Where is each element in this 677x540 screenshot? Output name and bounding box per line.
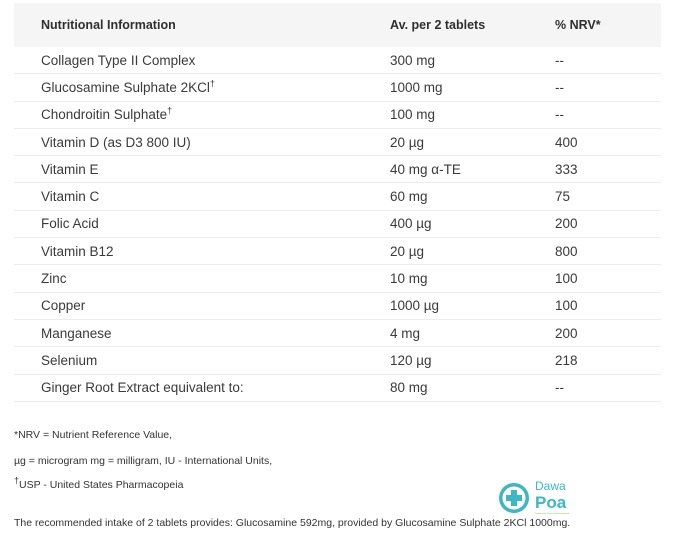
header-nrv: % NRV* bbox=[555, 18, 601, 32]
table-row bbox=[14, 347, 661, 374]
nutrient-amount: 80 mg bbox=[390, 380, 428, 396]
header-amount: Av. per 2 tablets bbox=[390, 18, 486, 32]
nutrient-nrv: 333 bbox=[555, 161, 578, 177]
table-row bbox=[14, 129, 661, 156]
nutrient-nrv: 200 bbox=[555, 216, 578, 232]
nutrient-nrv: 400 bbox=[555, 134, 578, 150]
nutrient-nrv: 100 bbox=[555, 298, 578, 314]
nutrient-amount: 20 µg bbox=[390, 243, 425, 259]
nutrition-table bbox=[14, 3, 661, 402]
nutrient-amount: 1000 µg bbox=[390, 298, 440, 314]
table-row bbox=[14, 238, 661, 265]
nutrient-name: Selenium bbox=[41, 352, 98, 368]
nutrient-name: Zinc bbox=[41, 271, 67, 287]
table-row bbox=[14, 320, 661, 347]
note-units: µg = microgram mg = milligram, IU - International Units, bbox=[14, 455, 273, 467]
logo-tagline: Powered by Dawa Pharmaceuticals bbox=[535, 513, 570, 515]
table-header bbox=[14, 3, 661, 47]
table-row bbox=[14, 375, 661, 402]
nutrient-name: Vitamin B12 bbox=[41, 243, 114, 259]
nutrient-name: Vitamin D (as D3 800 IU) bbox=[41, 134, 191, 150]
table-row bbox=[14, 265, 661, 292]
note-intake: The recommended intake of 2 tablets provides: Glucosamine 592mg, provided by Glucosamine Sulphate 2KCl 1000mg. bbox=[14, 517, 571, 529]
header-nutrient: Nutritional Information bbox=[41, 18, 176, 32]
nutrient-nrv: 100 bbox=[555, 271, 578, 287]
usp-dagger: † bbox=[14, 475, 20, 486]
table-row bbox=[14, 293, 661, 320]
nutrient-name: Collagen Type II Complex bbox=[41, 52, 196, 68]
nutrient-nrv: 200 bbox=[555, 325, 578, 341]
logo-word2: Poa bbox=[535, 493, 567, 512]
table-row bbox=[14, 156, 661, 183]
dawapoa-logo bbox=[497, 476, 587, 516]
nutrient-amount: 120 µg bbox=[390, 352, 432, 368]
nutrient-nrv: -- bbox=[555, 107, 564, 123]
nutrient-amount: 400 µg bbox=[390, 216, 432, 232]
usp-text: USP - United States Pharmacopeia bbox=[19, 479, 184, 491]
nutrient-name: Copper bbox=[41, 298, 86, 314]
nutrient-name: Glucosamine Sulphate 2KCl† bbox=[41, 78, 215, 95]
table-row bbox=[14, 74, 661, 101]
nutrient-name: Vitamin C bbox=[41, 189, 100, 205]
table-body bbox=[14, 47, 661, 402]
table-row bbox=[14, 183, 661, 210]
dagger-mark: † bbox=[209, 78, 215, 89]
nutrient-amount: 20 µg bbox=[390, 134, 425, 150]
nutrient-amount: 40 mg α-TE bbox=[390, 161, 461, 177]
dagger-mark: † bbox=[167, 105, 173, 116]
nutrient-amount: 300 mg bbox=[390, 52, 436, 68]
nutrient-nrv: -- bbox=[555, 79, 564, 95]
nutrient-nrv: 75 bbox=[555, 189, 571, 205]
nutrient-name: Manganese bbox=[41, 325, 112, 341]
table-row bbox=[14, 211, 661, 238]
nutrient-amount: 4 mg bbox=[390, 325, 421, 341]
table-row bbox=[14, 47, 661, 74]
nutrient-name: Ginger Root Extract equivalent to: bbox=[41, 380, 244, 396]
medical-cross-icon bbox=[499, 483, 529, 513]
nutrient-nrv: -- bbox=[555, 52, 564, 68]
nutrient-nrv: 218 bbox=[555, 352, 578, 368]
note-usp bbox=[14, 475, 184, 491]
nutrient-amount: 60 mg bbox=[390, 189, 428, 205]
nutrient-name: Folic Acid bbox=[41, 216, 99, 232]
nutrient-amount: 10 mg bbox=[390, 271, 428, 287]
nutrient-nrv: -- bbox=[555, 380, 564, 396]
nutrient-nrv: 800 bbox=[555, 243, 578, 259]
nutrient-name: Vitamin E bbox=[41, 161, 99, 177]
nutrient-amount: 100 mg bbox=[390, 107, 436, 123]
table-row bbox=[14, 102, 661, 129]
nutrient-name: Chondroitin Sulphate† bbox=[41, 105, 173, 123]
note-nrv: *NRV = Nutrient Reference Value, bbox=[14, 429, 173, 441]
nutrient-amount: 1000 mg bbox=[390, 79, 443, 95]
logo-word1: Dawa bbox=[535, 479, 566, 493]
